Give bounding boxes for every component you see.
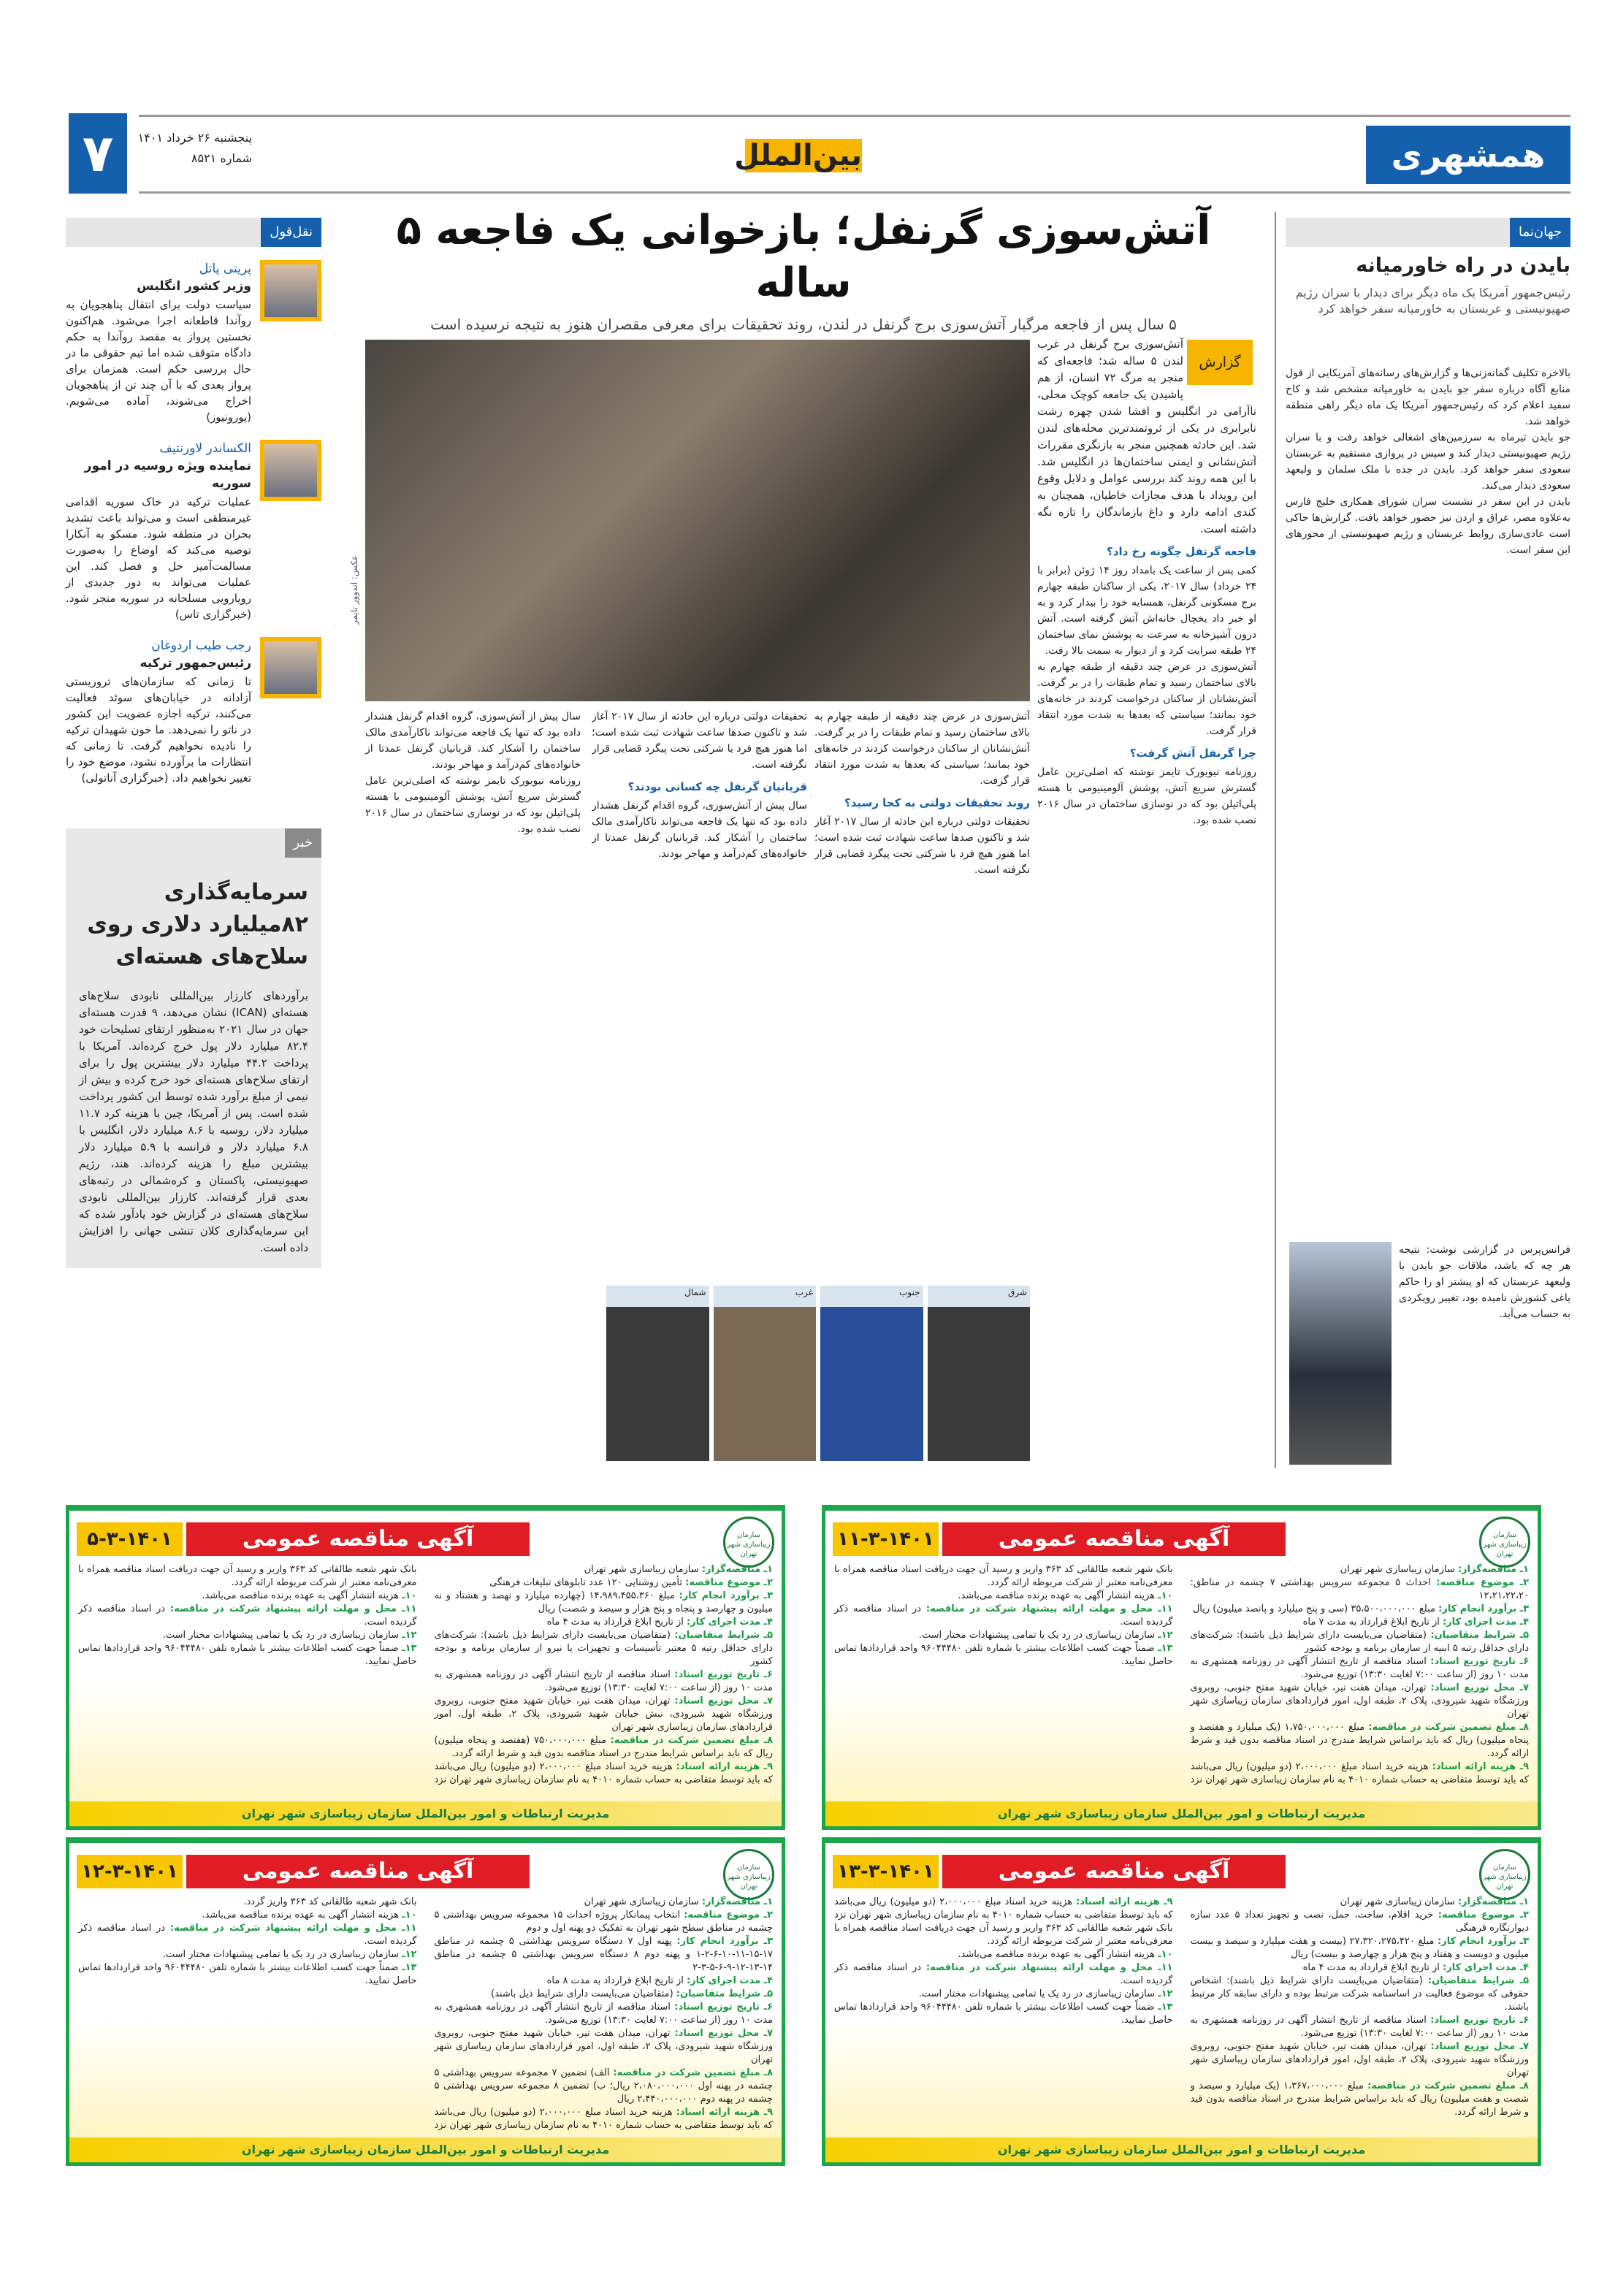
sidebar-paragraph: بایدن در این سفر در نشست سران شورای همکاری خلیج فارس به‌علاوه مصر، عراق و اردن نیز حضور خواهد یافت. گزارش‌ها حاکی است عادی‌سازی روابط عربستان و رژیم صهیونیستی از محورهای این سفر است. [1286,496,1570,556]
tender-item: ۱۲ـ سازمان زیباسازی در رد یک یا تمامی پیشنهادات مختار است. [918,1630,1173,1641]
report-tag: گزارش [1187,340,1253,385]
tender-item: ۵ـ شرایط متقاضیان: (متقاضیان می‌بایست دارای شرایط ذیل باشند): شرکت‌های دارای حداقل رتبه ۵ معتبر تأسیسات و تجهیزات یا نیرو از سازمان برنامه و بودجه کشور [434,1630,774,1667]
newspaper-logo: همشهری [1366,126,1570,184]
tender-item: ۷ـ محل توزیع اسناد: تهران، میدان هفت تیر، خیابان شهید مفتح جنوبی، روبروی ورزشگاه شهید شیرودی، پلاک ۲، طبقه اول، امور قراردادهای سازمان زیباسازی شهر تهران [1190,2041,1530,2078]
tender-item: ۱۱ـ محل و مهلت ارائه پیشنهاد شرکت در مناقصه: در اسناد مناقصه ذکر گردیده است. [78,1923,417,1947]
tender-item: ۸ـ مبلغ تضمین شرکت در مناقصه: مبلغ ۱،۳۶۷،۰۰۰،۰۰۰ (یک میلیارد و سیصد و شصت و هفت میلیون) ریال که باید براساس شرایط مندرج در اسناد مناقصه بدون قید و شرط ارائه گردد. [1190,2080,1529,2118]
tender-item: ۹ـ هزینه ارائه اسناد: هزینه خرید اسناد مبلغ ۲،۰۰۰،۰۰۰ (دو میلیون) ریال می‌باشد که باید توسط متقاضی به حساب شماره ۴۰۱۰ به نام سازمان زیباسازی شهر تهران نزد بانک شهر شعبه طالقانی کد ۳۶۳ واریز و رسید آن جهت دریافت اسناد مناقصه همراه با معرفی‌نامه معتبر از شرکت مربوطه ارائه گردد. [834,1564,1530,1785]
quote-item [66,440,321,622]
tender-item: ۱۰ـ هزینه انتشار آگهی به عهده برنده مناقصه می‌باشد. [202,1590,417,1601]
news-tag: خبر [285,828,322,858]
tender-item: ۴ـ مدت اجرای کار: از تاریخ ابلاغ قرارداد به مدت ۴ ماه [546,1617,773,1628]
speaker-name: رجب طیب اردوغان [151,638,251,653]
sidebar-title: بایدن در راه خاورمیانه [1356,254,1570,277]
tender-ad [822,1505,1541,1830]
tender-item: ۴ـ مدت اجرای کار: از تاریخ ابلاغ قرارداد به مدت ۴ ماه [1302,1962,1529,1973]
tender-footer: مدیریت ارتباطات و امور بین‌الملل سازمان زیباسازی شهر تهران [69,1801,782,1826]
section-title: بین‌الملل [734,139,862,172]
tender-item: ۹ـ هزینه ارائه اسناد: هزینه خرید اسناد مبلغ ۲،۰۰۰،۰۰۰ (دو میلیون) ریال می‌باشد که باید توسط متقاضی به حساب شماره ۴۰۱۰ به نام سازمان زیباسازی شهر تهران نزد بانک شهر شعبه طالقانی کد ۳۶۳ واریز و رسید آن جهت دریافت اسناد مناقصه همراه با معرفی‌نامه معتبر از شرکت مربوطه ارائه گردد. [834,1896,1173,1947]
tender-item: ۱۱ـ محل و مهلت ارائه پیشنهاد شرکت در مناقصه: در اسناد مناقصه ذکر گردیده است. [834,1962,1173,1986]
tender-item: ۸ـ مبلغ تضمین شرکت در مناقصه: الف) تضمین ۷ مجموعه سرویس بهداشتی ۵ چشمه در پهنه اول ۲،۰۸۰،۰۰۰،۰۰۰ ریال؛ ب) تضمین ۸ مجموعه سرویس بهداشتی ۵ چشمه در پهنه دوم ۲،۴۴۰،۰۰۰،۰۰۰ ریال [434,2067,774,2105]
article-subhead: قربانیان گرنفل چه کسانی بودند؟ [627,780,807,793]
quote-item [66,637,321,786]
org-logo: سازمان زیباسازی شهر تهران [723,1849,774,1900]
tender-item: ۲ـ موضوع مناقصه: احداث ۵ مجموعه سرویس بهداشتی ۷ چشمه در مناطق: ۱۲،۲۱،۲۲،۲۰ [1190,1577,1530,1601]
tower-facade [928,1286,1031,1461]
tender-item: ۱ـ مناقصه‌گزار: سازمان زیباسازی شهر تهران [584,1896,773,1907]
left-column [66,218,321,1268]
sidebar-paragraph: بالاخره تکلیف گمانه‌زنی‌ها و گزارش‌های رسانه‌های آمریکایی از قول منابع آگاه درباره سفر جو بایدن به خاورمیانه مشخص شد و کاخ سفید اعلام کرد که رئیس‌جمهور آمریکا یک ماه دیگر راهی منطقه خواهد شد. [1286,367,1570,427]
speaker-role: نماینده ویژه روسیه در امور سوریه [84,459,251,491]
org-logo: سازمان زیباسازی شهر تهران [1479,1517,1530,1568]
tender-item: ۱۰ـ هزینه انتشار آگهی به عهده برنده مناقصه می‌باشد. [958,1590,1173,1601]
tender-item: ۱۰ـ هزینه انتشار آگهی به عهده برنده مناقصه می‌باشد. [958,1949,1173,1960]
tender-ad [822,1837,1541,2166]
tender-item: ۸ـ مبلغ تضمین شرکت در مناقصه: مبلغ ۱،۷۵۰،۰۰۰،۰۰۰ (یک میلیارد و هفتصد و پنجاه میلیون) ریال که باید براساس شرایط مندرج در اسناد مناقصه بدون قید و شرط ارائه گردد. [1190,1722,1529,1759]
page-number: ۷ [69,113,127,194]
tender-item: ۸ـ مبلغ تضمین شرکت در مناقصه: مبلغ ۷۵۰،۰۰۰،۰۰۰ (هفتصد و پنجاه میلیون) ریال که باید براساس شرایط مندرج در اسناد مناقصه بدون قید و شرط ارائه گردد. [434,1735,773,1759]
sidebar-body-end [1399,1242,1570,1465]
article-paragraph: سال پیش از آتش‌سوزی، گروه اقدام گرنفل هشدار داده بود که تنها یک فاجعه می‌تواند ناکارآمدی مالک ساختمان را آشکار کند. قربانیان گرنفل عمدتا از خانواده‌های کم‌درآمد و مهاجر بودند. [365,711,581,771]
tender-item: ۲ـ موضوع مناقصه: تأمین روشنایی ۱۲۰ عدد تابلوهای تبلیغات فرهنگی [489,1577,773,1588]
tower-facade [606,1286,709,1461]
article-column-1 [1037,336,1256,1461]
sidebar-head [1286,218,1570,317]
tender-title: آگهی مناقصه عمومی [186,1855,530,1888]
article-paragraph: سال پیش از آتش‌سوزی، گروه اقدام گرنفل هشدار داده بود که تنها یک فاجعه می‌تواند ناکارآمدی مالک ساختمان را آشکار کند. قربانیان گرنفل عمدتا از خانواده‌های کم‌درآمد و مهاجر بودند. [592,800,807,860]
tender-item: ۷ـ محل توزیع اسناد: تهران، میدان هفت تیر، خیابان شهید مفتح جنوبی، روبروی ورزشگاه شهید شیرودی، پلاک ۲، طبقه اول، امور قراردادهای سازمان زیباسازی شهر تهران [434,2028,774,2065]
quote-text: عملیات ترکیه در خاک سوریه اقدامی غیرمنطقی است و می‌تواند باعث تشدید بحران در منطقه شود. مسکو به آنکارا توصیه می‌کند که اوضاع را به‌صورت مسالمت‌آمیز حل و فصل کند. این عملیات می‌تواند به دور جدیدی از رویارویی مسلحانه در سوریه منجر شود. (خبرگزاری تاس) [66,495,251,621]
tender-item: ۱۲ـ سازمان زیباسازی در رد یک یا تمامی پیشنهادات مختار است. [918,1988,1173,1999]
issue-number: شماره ۸۵۲۱ [191,151,252,165]
tender-item: ۶ـ تاریخ توزیع اسناد: اسناد مناقصه از تاریخ انتشار آگهی در روزنامه همشهری به مدت ۱۰ روز (از ساعت ۷:۰۰ لغایت ۱۳:۳۰) توزیع می‌شود. [434,1669,774,1693]
tender-title: آگهی مناقصه عمومی [942,1522,1286,1556]
dateline [135,128,252,169]
tender-item: ۳ـ برآورد انجام کار: مبلغ ۲۷،۳۲۰،۲۷۵،۴۲۰ (بیست و هفت میلیارد و سیصد و بیست میلیون و دویست و هفتاد و پنج هزار و چهارصد و بیست) ریال [1190,1936,1530,1960]
article-paragraph: کمی پس از ساعت یک بامداد روز ۱۴ ژوئن (برابر با ۲۴ خرداد) سال ۲۰۱۷، یکی از ساکنان طبقه چهارم برج مسکونی گرنفل، همسایه خود را بیدار کرد و به او خبر داد یخچال خانه‌اش آتش گرفته است. آتش درون آشپزخانه به سرعت به پوشش نمای ساختمان ۲۴ طبقه سرایت کرد و از دیوار به سمت بالا رفت. [1037,565,1256,657]
speaker-photo [260,260,321,321]
tender-date: ۱۱-۳-۱۴۰۱ [833,1522,939,1556]
tender-date: ۱۲-۳-۱۴۰۱ [77,1855,183,1888]
tender-item: ۷ـ محل توزیع اسناد: تهران، میدان هفت تیر، خیابان شهید مفتح جنوبی، روبروی ورزشگاه شهید شیرودی، پلاک ۲، طبقه اول، امور قراردادهای سازمان زیباسازی شهر تهران [1190,1682,1530,1720]
quote-item [66,260,321,425]
article-paragraph: روزنامه نیویورک تایمز نوشته که اصلی‌ترین عامل گسترش سریع آتش، پوشش آلومینیومی با هسته پلی‌اتیلن بود که در نوسازی ساختمان در سال ۲۰۱۶ نصب شده بود. [1037,766,1256,826]
tender-item: ۱۲ـ سازمان زیباسازی در رد یک یا تمامی پیشنهادات مختار است. [162,1630,417,1641]
sidebar-paragraph: جو بایدن تیرماه به سرزمین‌های اشغالی خواهد رفت و با سران رژیم صهیونیستی دیدار کند و سپس در پروازی مستقیم به عربستان سعودی سفر خواهد کرد. بایدن در جده با ملک سلمان و ولیعهد سعودی دیدار می‌کند. [1286,432,1570,492]
tower-facade [820,1286,923,1461]
tender-item: ۱۱ـ محل و مهلت ارائه پیشنهاد شرکت در مناقصه: در اسناد مناقصه ذکر گردیده است. [834,1603,1173,1628]
news-box [66,828,321,1268]
article-paragraph: آتش‌سوزی در عرض چند دقیقه از طبقه چهارم به بالای ساختمان رسید و تمام طبقات را در بر گرفت. آتش‌نشانان از ساکنان درخواست کردند در خانه‌های خود بمانند؛ سیاستی که بعدها به شدت مورد انتقاد قرار گرفت. [814,711,1030,787]
biden-photo [1289,1242,1392,1465]
tender-item: ۱ـ مناقصه‌گزار: سازمان زیباسازی شهر تهران [584,1564,773,1575]
org-logo: سازمان زیباسازی شهر تهران [723,1517,774,1568]
tender-title: آگهی مناقصه عمومی [942,1855,1286,1888]
tender-item: ۳ـ برآورد انجام کار: مبلغ ۱۴،۹۸۹،۴۵۵،۳۶۰ (چهارده میلیارد و نهصد و هشتاد و نه میلیون و چهارصد و پنجاه و پنج هزار و سیصد و شصت) ریال [434,1590,774,1614]
sidebar-body [1286,365,1570,1235]
sidebar-subtitle: رئیس‌جمهور آمریکا یک ماه دیگر برای دیدار با سران رژیم صهیونیستی و عربستان به خاورمیانه سفر خواهد کرد [1295,286,1570,316]
tender-item: ۲ـ موضوع مناقصه: خرید اقلام، ساخت، حمل، نصب و تجهیز تعداد ۵ عدد سازه دیوارنگاره فرهنگی [1190,1910,1529,1934]
grenfell-tower-photo [365,340,1030,701]
speaker-name: الکساندر لاورنتیف [159,441,251,456]
tender-item: ۵ـ شرایط متقاضیان: (متقاضیان می‌بایست دارای شرایط ذیل باشند): شرکت‌های دارای حداقل رتبه ۵ ابنیه از سازمان برنامه و بودجه کشور [1190,1630,1530,1654]
news-body: برآوردهای کارزار بین‌المللی نابودی سلاح‌های هسته‌ای (ICAN) نشان می‌دهد، ۹ قدرت هسته‌ای جهان در سال ۲۰۲۱ به‌منظور ارتقای تسلیحات خود ۸۲.۴ میلیارد دلار پول خرج کرده‌اند. آمریکا با پرداخت ۴۴.۲ میلیارد دلار بیشترین پول را برای ارتقای سلاح‌های هسته‌ای خود خرج کرده و بیش از نیمی از مبلغ برآورد شده توسط این کشور پرداخت شده است. پس از آمریکا، چین با هزینه کرد ۱۱.۷ میلیارد دلار، روسیه با ۸.۶ میلیارد دلار، انگلیس با ۶.۸ میلیارد دلار و فرانسه با ۵.۹ میلیارد دلار بیشترین مبلغ را هزینه کرده‌اند. هند، رژیم صهیونیستی، پاکستان و کره‌شمالی در رتبه‌های بعدی قرار گرفته‌اند. کارزار بین‌المللی نابودی سلاح‌های هسته‌ای در گزارش خود یادآور شده که این سرمایه‌گذاری کلان تنشی جهانی را افزایش داده است. [79,989,309,1254]
facade-label: جنوب [898,1287,920,1297]
article-subhead: روند تحقیقات دولتی به کجا رسید؟ [844,796,1030,809]
article-subhead: فاجعه گرنفل چگونه رخ داد؟ [1107,545,1256,558]
issue-date: پنجشنبه ۲۶ خرداد ۱۴۰۱ [137,131,252,145]
tender-item: ۱۰ـ هزینه انتشار آگهی به عهده برنده مناقصه می‌باشد. [202,1910,417,1921]
tender-footer: مدیریت ارتباطات و امور بین‌الملل سازمان زیباسازی شهر تهران [825,2137,1538,2162]
article-paragraph: آتش‌سوزی در عرض چند دقیقه از طبقه چهارم به بالای ساختمان رسید و تمام طبقات را در بر گرفت. آتش‌نشانان از ساکنان درخواست کردند در خانه‌های خود بمانند؛ سیاستی که بعدها به شدت مورد انتقاد قرار گرفت. [1037,661,1256,737]
speaker-role: رئیس‌جمهور ترکیه [140,656,251,671]
tender-footer: مدیریت ارتباطات و امور بین‌الملل سازمان زیباسازی شهر تهران [825,1801,1538,1826]
speaker-name: پریتی پاتل [199,262,251,276]
tower-facades-photo [606,1286,1030,1461]
article-column-3 [592,709,807,1278]
tender-footer: مدیریت ارتباطات و امور بین‌الملل سازمان زیباسازی شهر تهران [69,2137,782,2162]
tender-item: ۱ـ مناقصه‌گزار: سازمان زیباسازی شهر تهران [1340,1564,1529,1575]
tender-item: ۹ـ هزینه ارائه اسناد: هزینه خرید اسناد مبلغ ۲،۰۰۰،۰۰۰ (دو میلیون) ریال می‌باشد که باید توسط متقاضی به حساب شماره ۴۰۱۰ به نام سازمان زیباسازی شهر تهران نزد بانک شهر شعبه طالقانی کد ۳۶۳ واریز گردد. [243,1896,774,2131]
main-headline: آتش‌سوزی گرنفل؛ بازخوانی یک فاجعه ۵ ساله [396,207,1211,307]
tender-item: ۳ـ برآورد انجام کار: مبلغ ۳۵،۵۰۰،۰۰۰،۰۰۰ (سی و پنج میلیارد و پانصد میلیون) ریال [1192,1603,1529,1614]
sidebar-tag: جهان‌نما [1286,218,1570,247]
tender-item: ۵ـ شرایط متقاضیان: (متقاضیان می‌بایست دارای شرایط ذیل باشند) [491,1988,773,1999]
tender-ad [66,1505,785,1830]
tender-item: ۱۳ـ ضمناً جهت کسب اطلاعات بیشتر با شماره تلفن ۹۶۰۴۴۴۸۰ واحد قراردادها تماس حاصل نمایید. [834,1643,1173,1667]
tender-item: ۴ـ مدت اجرای کار: از تاریخ ابلاغ قرارداد به مدت ۸ ماه [546,1975,773,1986]
tender-item: ۹ـ هزینه ارائه اسناد: هزینه خرید اسناد مبلغ ۲،۰۰۰،۰۰۰ (دو میلیون) ریال می‌باشد که باید توسط متقاضی به حساب شماره ۴۰۱۰ به نام سازمان زیباسازی شهر تهران نزد بانک شهر شعبه طالقانی کد ۳۶۳ واریز و رسید آن جهت دریافت اسناد مناقصه همراه با معرفی‌نامه معتبر از شرکت مربوطه ارائه گردد. [78,1564,774,1785]
article-paragraph: تحقیقات دولتی درباره این حادثه از سال ۲۰۱۷ آغاز شد و تاکنون صدها ساعت شهادت ثبت شده است؛ اما هنوز هیچ فرد یا شرکتی تحت پیگرد قضایی قرار نگرفته است. [592,711,807,771]
quote-text: تا زمانی که سازمان‌های تروریستی آزادانه در خیابان‌های سوئد فعالیت می‌کنند، ترکیه اجازه عضویت این کشور در ناتو را نمی‌دهد. ما خون شهیدان ترکیه را نادیده نخواهیم گرفت. تا زمانی که انتظارات ما برآورده نشود، موضع خود را تغییر نخواهیم داد. (خبرگزاری آناتولی) [66,675,251,785]
tender-item: ۱۲ـ سازمان زیباسازی در رد یک یا تمامی پیشنهادات مختار است. [162,1949,417,1960]
quotes-tag: نقل‌قول [66,218,321,247]
tender-item: ۳ـ برآورد انجام کار: پهنه اول ۷ دستگاه سرویس بهداشتی ۵ چشمه در مناطق ۱۷-۱۵-۱۱-۱۰-۶-۲-۱ و پهنه دوم ۸ دستگاه سرویس بهداشتی ۵ چشمه در مناطق ۱۴-۱۳-۱۲-۹-۶-۵-۳-۲ [434,1936,774,1973]
article-paragraph: روزنامه نیویورک تایمز نوشته که اصلی‌ترین عامل گسترش سریع آتش، پوشش آلومینیومی با هسته پلی‌اتیلن بود که در نوسازی ساختمان در سال ۲۰۱۶ نصب شده بود. [365,775,581,835]
tender-item: ۶ـ تاریخ توزیع اسناد: اسناد مناقصه از تاریخ انتشار آگهی در روزنامه همشهری به مدت ۱۰ روز (از ساعت ۷:۰۰ لغایت ۱۳:۳۰) توزیع می‌شود. [434,2002,774,2026]
facade-label: شرق [1008,1287,1027,1297]
tender-item: ۴ـ مدت اجرای کار: از تاریخ ابلاغ قرارداد به مدت ۷ ماه [1302,1617,1529,1628]
photo-credit: عکس: اندوور تایمز [349,555,359,625]
tender-item: ۵ـ شرایط متقاضیان: (متقاضیان می‌بایست دارای شرایط ذیل باشند): اشخاص حقوقی که موضوع فعالیت در اساسنامه شرکت مرتبط بوده و دارای سابقه کار مرتبط باشند. [1190,1975,1529,2013]
tender-item: ۶ـ تاریخ توزیع اسناد: اسناد مناقصه از تاریخ انتشار آگهی در روزنامه همشهری به مدت ۱۰ روز (از ساعت ۷:۰۰ لغایت ۱۳:۳۰) توزیع می‌شود. [1190,1656,1530,1680]
org-logo: سازمان زیباسازی شهر تهران [1479,1849,1530,1900]
main-subheadline: ۵ سال پس از فاجعه مرگبار آتش‌سوزی برج گرنفل در لندن، روند تحقیقات برای معرفی مقصران هنوز به نتیجه نرسیده است [430,316,1177,333]
speaker-role: وزیر کشور انگلیس [137,279,251,294]
tender-date: ۵-۳-۱۴۰۱ [77,1522,183,1556]
news-title: سرمایه‌گذاری ۸۲میلیارد دلاری روی سلاح‌های هسته‌ای [87,880,308,969]
speaker-photo [260,637,321,698]
tender-title: آگهی مناقصه عمومی [186,1522,530,1556]
tender-item: ۱ـ مناقصه‌گزار: سازمان زیباسازی شهر تهران [1340,1896,1529,1907]
article-paragraph: تحقیقات دولتی درباره این حادثه از سال ۲۰۱۷ آغاز شد و تاکنون صدها ساعت شهادت ثبت شده است؛ اما هنوز هیچ فرد یا شرکتی تحت پیگرد قضایی قرار نگرفته است. [814,816,1030,876]
tender-item: ۱۳ـ ضمناً جهت کسب اطلاعات بیشتر با شماره تلفن ۹۶۰۴۴۴۸۰ واحد قراردادها تماس حاصل نمایید. [78,1962,417,1986]
article-lead: آتش‌سوزی برج گرنفل در غرب لندن ۵ ساله شد؛ فاجعه‌ای که منجر به مرگ ۷۲ انسان، از هم پاشیدن یک جامعه کوچک محلی، ناآرامی در انگلیس و افشا شدن چهره زشت نابرابری در یکی از ثروتمندترین محله‌های لندن شد. این حادثه همچنین منجر به بازنگری مقررات آتش‌نشانی و ایمنی ساختمان‌ها در انگلیس شد. با این همه روند کند بررسی عوامل و دلایل وقوع این رویداد با هدف مجازات خاطیان، همچنان به کندی ادامه دارد و داغ بازماندگان را تازه نگه داشته است. [1037,337,1256,535]
tower-facade [714,1286,817,1461]
tender-item: ۱۳ـ ضمناً جهت کسب اطلاعات بیشتر با شماره تلفن ۹۶۰۴۴۴۸۰ واحد قراردادها تماس حاصل نمایید. [78,1643,417,1667]
tender-item: ۲ـ موضوع مناقصه: انتخاب پیمانکار پروژه احداث ۱۵ مجموعه سرویس بهداشتی ۵ چشمه در مناطق سطح شهر تهران به تفکیک دو پهنه اول و دوم [434,1910,774,1934]
quotes-section [66,260,321,786]
facade-label: غرب [795,1287,813,1297]
article-subhead: چرا گرنفل آتش گرفت؟ [1129,747,1256,760]
tender-item: ۷ـ محل توزیع اسناد: تهران، میدان هفت تیر، خیابان شهید مفتح جنوبی، روبروی ورزشگاه شهید شیرودی، نبش خیابان شهید شیرودی، پلاک ۲، طبقه اول، امور قراردادهای سازمان زیباسازی شهر تهران [434,1696,774,1733]
tender-date: ۱۳-۳-۱۴۰۱ [833,1855,939,1888]
quote-text: سیاست دولت برای انتقال پناهجویان به روآندا قاطعانه اجرا می‌شود. هم‌اکنون نخستین پرواز به مقصد روآندا به حکم دادگاه متوقف شده اما تیم حقوقی ما در حال بررسی حکم است. همزمان برای پرواز بعدی که با آن چند تن از پناهجویان اخراج می‌شوند، آماده می‌شویم. (یورونیوز) [66,298,251,424]
tender-item: ۱۳ـ ضمناً جهت کسب اطلاعات بیشتر با شماره تلفن ۹۶۰۴۴۴۸۰ واحد قراردادها تماس حاصل نمایید. [834,2002,1173,2026]
facade-label: شمال [684,1287,706,1297]
sidebar-paragraph: فرانس‌پرس در گزارشی نوشت: نتیجه هر چه که باشد، ملاقات جو بایدن با ولیعهد عربستان که او پیشتر او را حاکم یاغی کشورش نامیده بود، تغییر رویکردی به حساب می‌آید. [1399,1244,1570,1320]
tender-item: ۶ـ تاریخ توزیع اسناد: اسناد مناقصه از تاریخ انتشار آگهی در روزنامه همشهری به مدت ۱۰ روز (از ساعت ۷:۰۰ لغایت ۱۳:۳۰) توزیع می‌شود. [1190,2015,1530,2039]
speaker-photo [260,440,321,501]
headline-block [358,205,1249,335]
tender-ad [66,1837,785,2166]
article-column-4 [365,709,581,1461]
tender-item: ۱۱ـ محل و مهلت ارائه پیشنهاد شرکت در مناقصه: در اسناد مناقصه ذکر گردیده است. [78,1603,417,1628]
